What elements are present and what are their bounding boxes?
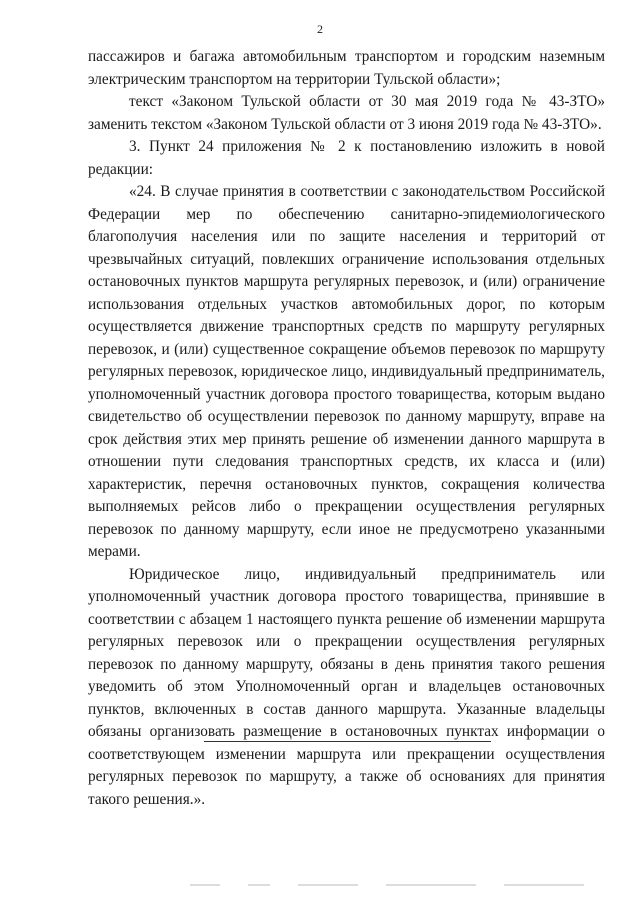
document-body xyxy=(88,46,605,811)
paragraph-continuation: пассажиров и багажа автомобильным транспортом и городским наземным электрическим транспортом на территории Тульской области»; xyxy=(88,48,605,88)
paragraph-item-3: 3. Пункт 24 приложения № 2 к постановлению изложить в новой редакции: xyxy=(88,138,605,178)
paragraph-text-replacement: текст «Законом Тульской области от 30 мая 2019 года № 43-ЗТО» заменить текстом «Законом Тульской области от 3 июня 2019 года № 43-ЗТО». xyxy=(88,93,605,133)
footer-scan-marks xyxy=(190,884,620,890)
paragraph-point-24-part-2: Юридическое лицо, индивидуальный предприниматель или уполномоченный участник договора простого товарищества, принявшие в соответствии с абзацем 1 настоящего пункта решение об изменении маршрута регулярных перевозок или о прекращении осуществления регулярных перевозок по данному маршруту, обязаны в день принятия такого решения уведомить об этом Уполномоченный орган и владельцев остановочных пунктов, включенных в состав данного маршрута. Указанные владельцы обязаны организовать размещение в остановочных пунктах информации о соответствующем изменении маршрута или прекращении осуществления регулярных перевозок по маршруту, а также об основаниях для принятия такого решения.». xyxy=(88,565,605,808)
paragraph-point-24: «24. В случае принятия в соответствии с законодательством Российской Федерации мер по обеспечению санитарно-эпидемиологического благополучия населения или по защите населения и территорий от чрезвычайных ситуаций, повлекших ограничение использования отдельных остановочных пунктов маршрута регулярных перевозок, и (или) ограничение использования отдельных участков автомобильных дорог, по которым осуществляется движение транспортных средств по маршруту регулярных перевозок, и (или) существенное сокращение объемов перевозок по маршруту регулярных перевозок, юридическое лицо, индивидуальный предприниматель, уполномоченный участник договора простого товарищества, которым выдано свидетельство об осуществлении перевозок по данному маршруту, вправе на срок действия этих мер принять решение об изменении данного маршрута в отношении пути следования транспортных средств, их класса и (или) характеристик, перечня остановочных пунктов, сокращения количества выполняемых рейсов либо о прекращении осуществления регулярных перевозок по данному маршруту, если иное не предусмотрено указанными мерами. xyxy=(88,183,605,560)
page-number: 2 xyxy=(317,22,323,36)
end-divider xyxy=(204,741,491,742)
